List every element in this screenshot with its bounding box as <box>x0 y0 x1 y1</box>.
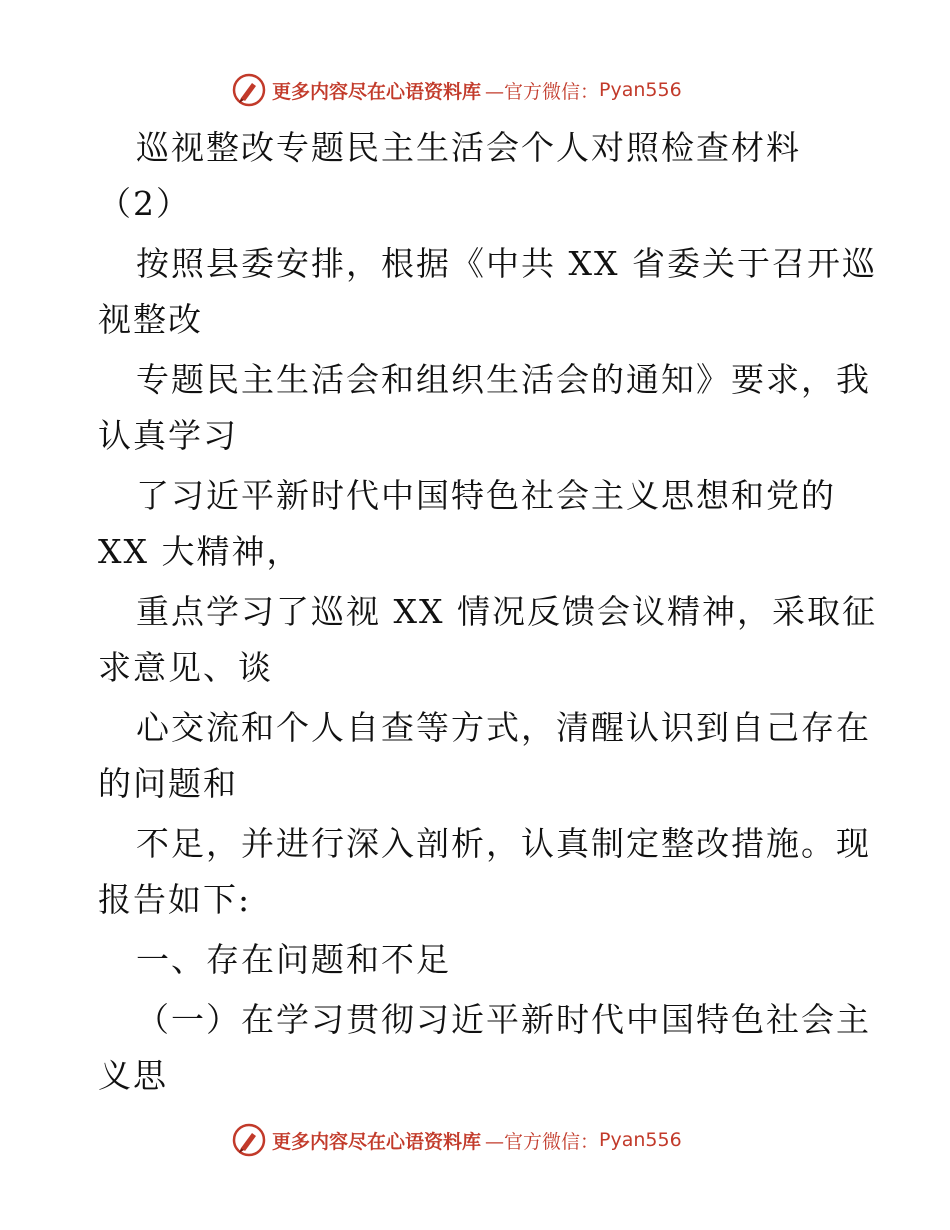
body-line: 的问题和 <box>98 764 238 803</box>
body-line: 按照县委安排，根据《中共 XX 省委关于召开巡 <box>136 244 877 283</box>
document-title: 巡视整改专题民主生活会个人对照检查材料 <box>136 128 801 167</box>
subsection-heading: （一）在学习贯彻习近平新时代中国特色社会主 <box>136 1000 871 1039</box>
body-line: 重点学习了巡视 XX 情况反馈会议精神，采取征 <box>136 592 877 631</box>
body-line: 报告如下: <box>98 880 252 919</box>
footer-banner <box>232 1122 682 1158</box>
banner-wechat-id: Pyan556 <box>599 1129 682 1151</box>
banner-brand-text: 更多内容尽在心语资料库 <box>272 1130 482 1153</box>
pen-logo-icon <box>232 1123 266 1157</box>
body-line: 求意见、谈 <box>98 648 273 687</box>
pen-logo-icon <box>232 73 266 107</box>
banner-wechat-label: —官方微信： <box>485 1130 600 1153</box>
section-heading: 一、存在问题和不足 <box>136 940 451 979</box>
body-line: 不足，并进行深入剖析，认真制定整改措施。现 <box>136 824 871 863</box>
body-line: XX 大精神， <box>98 532 302 571</box>
banner-wechat-id: Pyan556 <box>599 79 682 101</box>
body-line: 视整改 <box>98 300 203 339</box>
header-banner <box>232 72 682 108</box>
banner-wechat-label: —官方微信： <box>485 80 600 103</box>
document-title-number: （2） <box>98 184 191 223</box>
body-line: 认真学习 <box>98 416 238 455</box>
body-line: 专题民主生活会和组织生活会的通知》要求，我 <box>136 360 871 399</box>
body-line: 义思 <box>98 1056 168 1095</box>
body-line: 了习近平新时代中国特色社会主义思想和党的 <box>136 476 836 515</box>
banner-brand-text: 更多内容尽在心语资料库 <box>272 80 482 103</box>
body-line: 心交流和个人自查等方式，清醒认识到自己存在 <box>136 708 871 747</box>
